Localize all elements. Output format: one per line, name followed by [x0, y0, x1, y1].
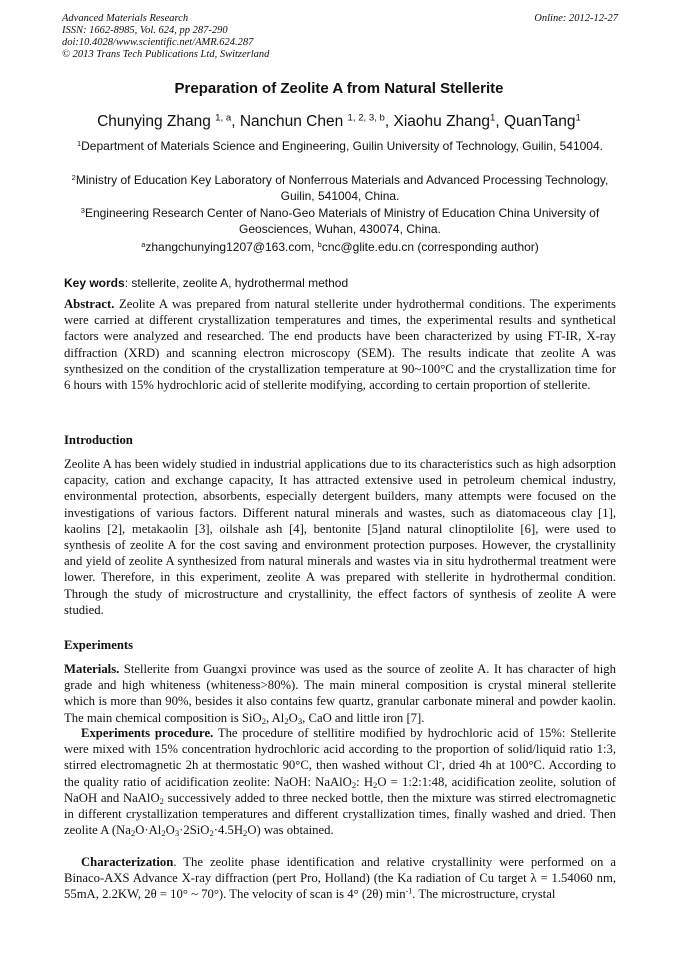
- experiments-heading: Experiments: [64, 638, 134, 652]
- abstract-label: Abstract.: [64, 297, 115, 311]
- characterization-label: Characterization: [81, 855, 174, 869]
- keywords: [64, 276, 616, 290]
- author-affiliation-mark: 1: [575, 112, 581, 124]
- abstract-text: Zeolite A was prepared from natural stellerite under hydrothermal conditions. The experiments were carried at different crystallization temperatures and times, the experimental results and synthetical factors were analyzed and researched. The end products have been characterized by using FT-IR, X-ray diffraction (XRD) and scanning electron microscopy (SEM). The results indicate that zeolite A was synthesized on the condition of the crystallization temperature at 90~100°C and the crystallization time for 6 hours with 15% hydrochloric acid of stellerite modifying, according to certain proportion of stellerite.: [64, 297, 616, 393]
- author-affiliation-mark: 1: [490, 112, 496, 124]
- email-a[interactable]: zhangchunying1207@163.com,: [145, 240, 318, 254]
- copyright-line: © 2013 Trans Tech Publications Ltd, Switzerland: [62, 49, 270, 60]
- introduction-heading: Introduction: [64, 433, 133, 447]
- author-affiliation-mark: 1, a: [215, 112, 232, 124]
- email-b[interactable]: cnc@glite.edu.cn (corresponding author): [321, 240, 539, 254]
- introduction-text: Zeolite A has been widely studied in industrial applications due to its characteristics such as high adsorption capacity, cation and exchange capacity, It has attracted extensive used in petroleum chemical industry, environmental protection, absorbents, especially detergent builders, many attempts were focused on the investigations of various factors. Different natural minerals and wastes, such as diatomaceous clay [1], kaolins [2], metakaolin [3], oilshale ash [4], bentonite [5]and natural clinoptilolite [6], were used to synthesis of zeolite A for the cost saving and environment protection purposes. However, the crystallinity and yield of zeolite A synthesized from natural minerals and wastes via in situ hydrothermal treatment were lower. Therefore, in this experiment, zeolite A was prepared with stellerite in hydrothermal condition. Through the study of microstructure and crystallinity, the effect factors of synthesis of zeolite A were studied.: [64, 457, 616, 617]
- paper-title: Preparation of Zeolite A from Natural Stellerite: [174, 80, 504, 97]
- procedure-label: Experiments procedure.: [81, 726, 214, 740]
- author-name: Xiaohu Zhang: [393, 113, 491, 130]
- keywords-text: : stellerite, zeolite A, hydrothermal method: [124, 276, 349, 290]
- author-name: QuanTang: [504, 113, 576, 130]
- abstract: [64, 296, 616, 393]
- online-date: Online: 2012-12-27: [534, 13, 618, 24]
- author-emails: $^a$zhangchunying1207@163.com, $^b$cnc@glite.edu.cn (corresponding author): [141, 239, 539, 254]
- author-list: Chunying Zhang $^{1, a}$, Nanchun Chen $^{1, 2, 3, b}$, Xiaohu Zhang$^1$, QuanTang$^1$: [97, 112, 581, 130]
- affiliation-1: $^1$Department of Materials Science and Engineering, Guilin University of Technology, Guilin, 541004.: [77, 138, 603, 153]
- materials-paragraph: Materials. Stellerite from Guangxi province was used as the source of zeolite A. It has character of high grade and high whiteness (whiteness>80%). The main mineral composition is crystal mineral stellerite which is more than 90%, besides it also contains few quartz, granular carbonate mineral and powder kaolin. The main chemical composition is SiO$_2$, $Al_2O_3$, CaO and little iron [7].: [64, 662, 616, 726]
- journal-name: Advanced Materials Research: [62, 13, 189, 24]
- issn-line: ISSN: 1662-8985, Vol. 624, pp 287-290: [62, 25, 228, 36]
- materials-label: Materials.: [64, 662, 120, 676]
- procedure-paragraph: Experiments procedure. The procedure of stellitire modified by hydrochloric acid of 15%: Stellerite were mixed with 15% concentration hydrochloric acid according to the proportion of solid/liquid ratio 1:3, stirred electromagnetic 2h at thermostatic 90°C, then washed without Cl-, dried 4h at 100°C. According to the quality ratio of acidification zeolite: NaOH: NaAlO$_2$: $H_2O$ = 1:2:1:48, acidification zeolite, solution of NaOH and NaAlO$_2$ successively added to three necked bottle, then the mixture was stirred electromagnetic in different crystallization temperatures and different crystallization times, finally washed and dried. Then zeolite A $(Na_2O\cdot Al_2O_3\cdot 2SiO_2\cdot 4.5H_2O)$ was obtained.: [64, 726, 617, 839]
- keywords-label: Key words: [64, 276, 125, 290]
- author-affiliation-mark: 1, 2, 3, b: [347, 112, 385, 124]
- affiliation-2: $^2$Ministry of Education Key Laboratory of Nonferrous Materials and Advanced Processing Technology, Guilin, 541004, China.: [71, 172, 609, 203]
- doi-line[interactable]: doi:10.4028/www.scientific.net/AMR.624.287: [62, 37, 254, 48]
- affiliation-3: $^3$Engineering Research Center of Nano-Geo Materials of Ministry of Education China University of Geosciences, Wuhan, 430074, China.: [80, 205, 600, 236]
- author-name: Nanchun Chen: [239, 113, 348, 130]
- journal-header: [62, 13, 618, 61]
- author-name: Chunying Zhang: [97, 113, 216, 130]
- characterization-paragraph: Characterization. The zeolite phase identification and relative crystallinity were performed on a Binaco-AXS Advance X-ray diffraction (pert Pro, Holland) (the Ka radiation of Cu target λ = 1.54060 nm, 55mA, 2.2KW, 2θ = 10° ~ 70°). The velocity of scan is 4° (2θ) $\min^{-1}$. The microstructure, crystal: [64, 855, 616, 902]
